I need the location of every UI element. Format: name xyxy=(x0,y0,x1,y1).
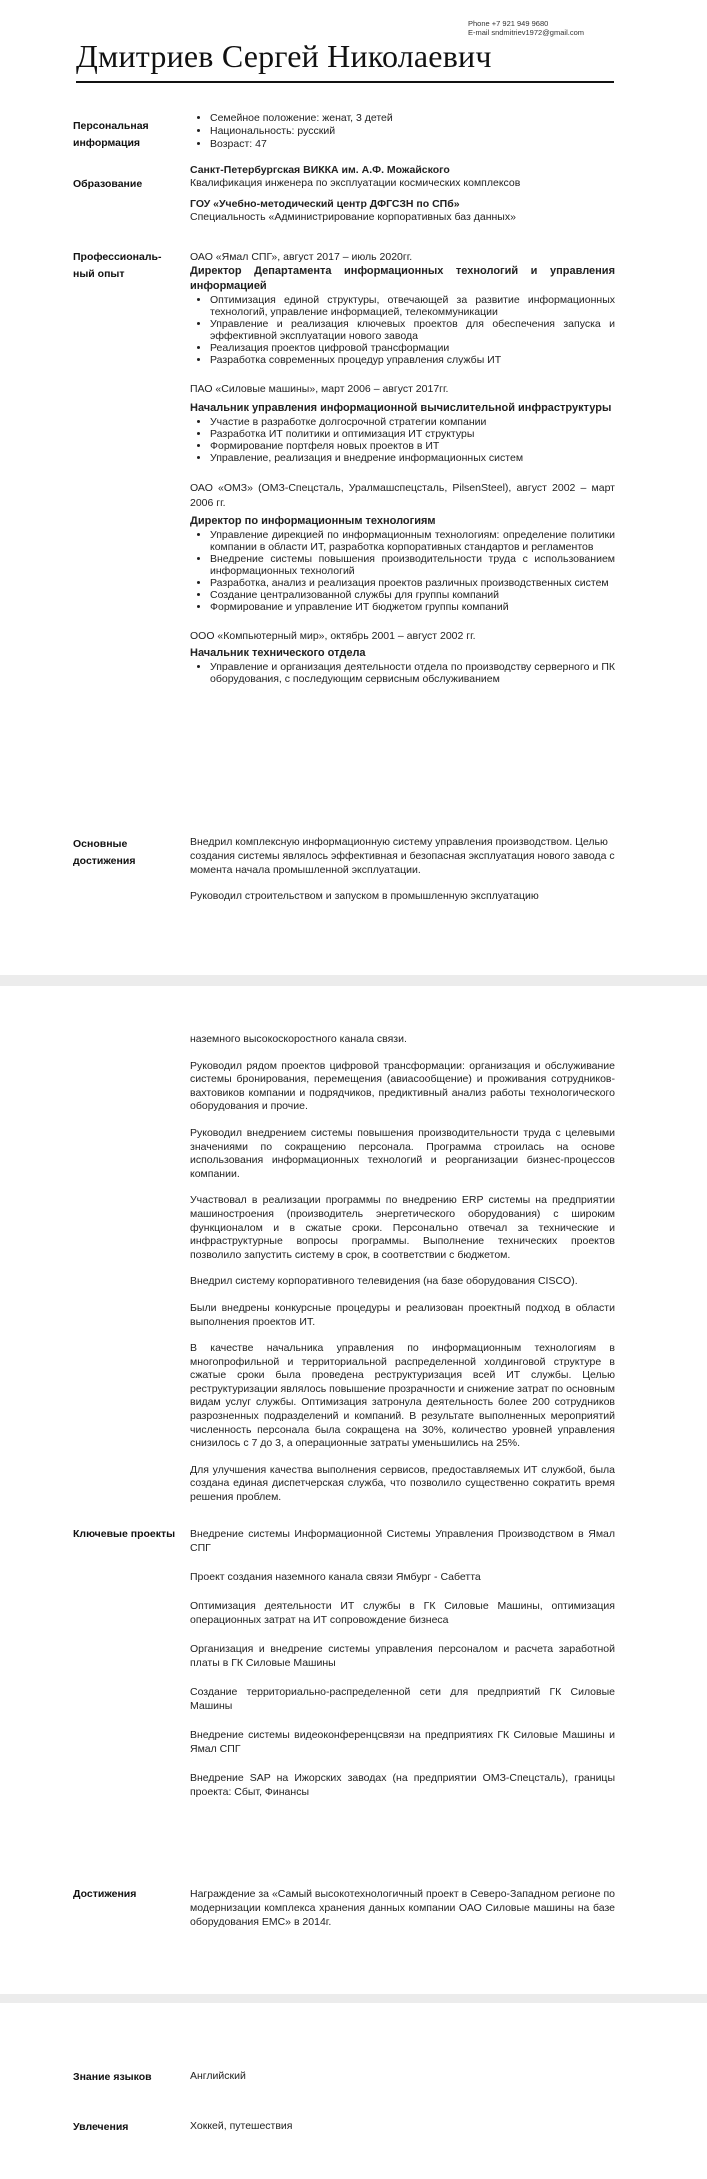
job-duty: • Разработка современных процедур управления службы ИТ xyxy=(210,354,615,366)
achievement-paragraph: Участвовал в реализации программы по внедрению ERP системы на предприятии машиностроения (производитель энергетического оборудования) с широким функционалом и в сжатые сроки. Персонально отвечал за технические и инфраструктурные вопросы программы. Выполнение технических проектов позволило запустить систему в срок, в соответствии с бюджетом. xyxy=(190,1194,615,1261)
languages-label: Знание языков xyxy=(73,2071,152,2083)
project-item: Организация и внедрение системы управления персоналом и расчета заработной платы в ГК Силовые Машины xyxy=(190,1643,615,1669)
achievement-paragraph: Для улучшения качества выполнения сервисов, предоставляемых ИТ службой, была создана единая диспетчерская служба, что позволило существенно сократить время решения проблем. xyxy=(190,1463,615,1504)
achievement-paragraph: Были внедрены конкурсные процедуры и реализован проектный подход в области выполнения проектов ИТ. xyxy=(190,1301,615,1328)
job-duty: • Оптимизация единой структуры, отвечающей за развитие информационных технологий, управление информацией, телекоммуникации xyxy=(210,294,615,318)
job-company: ОАО «Ямал СПГ», август 2017 – июль 2020гг. xyxy=(190,251,413,263)
main-achievements-label: Основные достижения xyxy=(73,838,136,867)
resume-page-3 xyxy=(0,2003,707,2179)
job-duty: • Разработка ИТ политики и оптимизация ИТ структуры xyxy=(210,428,615,440)
project-item: Внедрение SAP на Ижорских заводах (на предприятии ОМЗ-Спецсталь), границы проекта: Сбыт, Финансы xyxy=(190,1772,615,1798)
main-achievements-section xyxy=(190,835,615,903)
achievement-paragraph: Внедрил комплексную информационную систему управления производством. Целью создания системы являлось эффективная и безопасная эксплуатация нового завода с момента начала промышленной эксплуатации. xyxy=(190,836,615,876)
job-duty: • Реализация проектов цифровой трансформации xyxy=(210,342,615,354)
job-duty: • Управление дирекцией по информационным технологиям: определение политики компании в области ИТ, разработка корпоративных стандартов и регламентов xyxy=(210,529,615,553)
achievement-paragraph-end: наземного высокоскоростного канала связи. xyxy=(190,1033,407,1045)
key-projects-label: Ключевые проекты xyxy=(73,1528,176,1540)
job-duty: • Формирование и управление ИТ бюджетом группы компаний xyxy=(210,601,615,613)
project-item: Проект создания наземного канала связи Ямбург - Сабетта xyxy=(190,1571,481,1583)
key-projects-section xyxy=(190,1527,615,1814)
achievement-paragraph: В качестве начальника управления по информационным технологиям в многопрофильной и территориальной распределенной холдинговой структуре в сжатые сроки была проведена реструктуризация всей ИТ службы. Целью реструктуризации являлось повышение прозрачности и снижение затрат по основным видам услуг службы. Оптимизация затронула деятельность более 200 сотрудников разрозненных подразделений и компаний. В результате выполненных мероприятий численность персонала была сокращена на 30%, количество уровней управления снизилось с 7 до 3, а операционные затраты уменьшились на 25%. xyxy=(190,1342,615,1450)
hobbies-label: Увлечения xyxy=(73,2121,129,2133)
personal-item: • Возраст: 47 xyxy=(210,138,615,151)
experience-label: Профессиональ-ный опыт xyxy=(73,251,162,280)
achievement-paragraph: Руководил рядом проектов цифровой трансформации: организация и обслуживание системы бронирования, перемещения (авиасообщение) и проживания сотрудников-вахтовиков компании и подрядчиков, предиктивный анализ работы технологического оборудования и прочие. xyxy=(190,1059,615,1113)
education-school: Санкт-Петербургская ВИККА им. А.Ф. Можайского xyxy=(190,164,450,176)
name-underline xyxy=(76,81,614,83)
awards-label: Достижения xyxy=(73,1888,137,1900)
candidate-name: Дмитриев Сергей Николаевич xyxy=(76,38,492,74)
achievement-paragraph-start: Руководил строительством и запуском в промышленную эксплуатацию xyxy=(190,890,539,902)
achievement-paragraph: Внедрил систему корпоративного телевидения (на базе оборудования CISCO). xyxy=(190,1275,578,1288)
job-duty: • Разработка, анализ и реализация проектов различных производственных систем xyxy=(210,577,615,589)
awards-text: Награждение за «Самый высокотехнологичный проект в Северо-Западном регионе по модернизации комплекса хранения данных компании ОАО Силовые машины на базе оборудования EMC» в 2014г. xyxy=(190,1888,615,1928)
job-company: ПАО «Силовые машины», март 2006 – август 2017гг. xyxy=(190,383,449,395)
job-duty: • Внедрение системы повышения производительности труда с использованием информационных технологий xyxy=(210,553,615,577)
job-company: ООО «Компьютерный мир», октябрь 2001 – август 2002 гг. xyxy=(190,630,476,642)
resume-page-2 xyxy=(0,986,707,1994)
job-duty: • Управление и реализация ключевых проектов для обеспечения запуска и эффективной эксплуатации нового завода xyxy=(210,318,615,342)
job-company: ОАО «ОМЗ» (ОМЗ-Спецсталь, Уралмашспецсталь, PilsenSteel), август 2002 – март 2006 гг. xyxy=(190,482,615,509)
job-duty: • Формирование портфеля новых проектов в ИТ xyxy=(210,440,615,452)
personal-item: • Семейное положение: женат, 3 детей xyxy=(210,112,615,125)
job-title: Директор Департамента информационных технологий и управления информацией xyxy=(190,265,615,292)
project-item: Оптимизация деятельности ИТ службы в ГК Силовые Машины, оптимизация операционных затрат на ИТ сопровождение бизнеса xyxy=(190,1600,615,1626)
contact-block xyxy=(468,19,584,37)
personal-section xyxy=(190,112,615,151)
project-item: Внедрение системы видеоконференцсвязи на предприятиях ГК Силовые Машины и Ямал СПГ xyxy=(190,1729,615,1755)
experience-section xyxy=(190,251,615,685)
job-duty: • Управление и организация деятельности отдела по производству серверного и ПК оборудования, с последующим сервисным обслуживанием xyxy=(210,661,615,685)
achievement-paragraph: Руководил внедрением системы повышения производительности труда с целевыми значениями по сокращению персонала. Программа строилась на основе использования информационных технологий и реорганизации бизнес-процессов компании. xyxy=(190,1126,615,1180)
job-title: Начальник управления информационной вычислительной инфраструктуры xyxy=(190,402,612,414)
education-label: Образование xyxy=(73,178,143,190)
job-duty: • Участие в разработке долгосрочной стратегии компании xyxy=(210,416,615,428)
resume-page-1 xyxy=(0,0,707,975)
personal-item: • Национальность: русский xyxy=(210,125,615,138)
job-title: Директор по информационным технологиям xyxy=(190,515,436,527)
email: E-mail sndmitriev1972@gmail.com xyxy=(468,28,584,37)
job-title: Начальник технического отдела xyxy=(190,647,366,659)
project-item: Создание территориально-распределенной сети для предприятий ГК Силовые Машины xyxy=(190,1686,615,1712)
education-section xyxy=(190,164,615,224)
hobbies-value: Хоккей, путешествия xyxy=(190,2120,293,2132)
job-duty: • Управление, реализация и внедрение информационных систем xyxy=(210,452,615,464)
phone: Phone +7 921 949 9680 xyxy=(468,19,549,28)
languages-value: Английский xyxy=(190,2070,246,2082)
job-duty: • Создание централизованной службы для группы компаний xyxy=(210,589,615,601)
personal-label: Персональная информация xyxy=(73,120,149,149)
project-item: Внедрение системы Информационной Системы Управления Производством в Ямал СПГ xyxy=(190,1528,615,1554)
main-achievements-continued xyxy=(190,1033,615,1518)
education-detail: Специальность «Администрирование корпоративных баз данных» xyxy=(190,211,516,223)
education-school: ГОУ «Учебно-методический центр ДФГСЗН по СПб» xyxy=(190,198,460,210)
education-detail: Квалификация инженера по эксплуатации космических комплексов xyxy=(190,177,521,189)
